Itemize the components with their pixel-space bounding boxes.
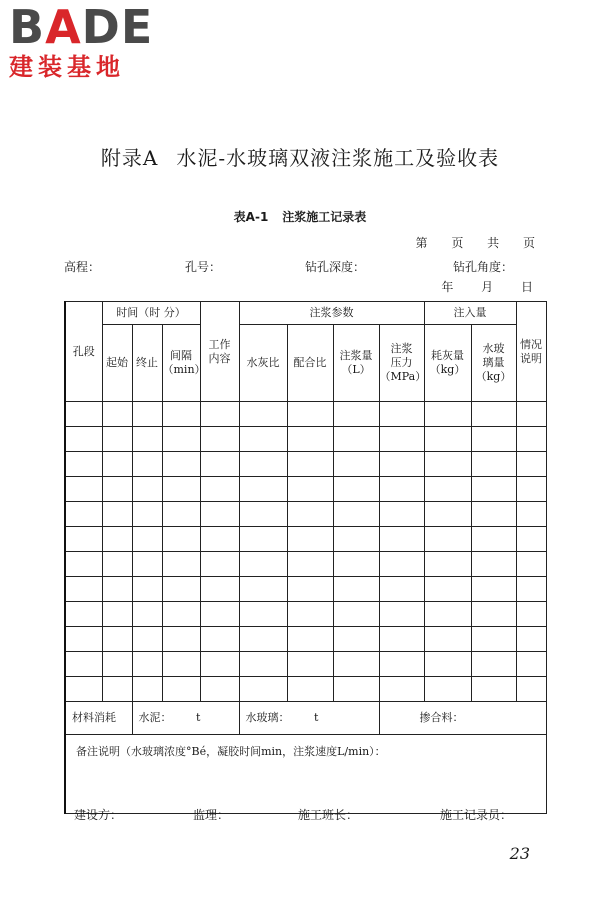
table-cell (287, 677, 333, 702)
table-cell (287, 402, 333, 427)
table-cell (102, 427, 132, 452)
table-cell (287, 552, 333, 577)
table-cell (239, 502, 287, 527)
table-cell (239, 602, 287, 627)
elevation-label: 高程： (64, 260, 101, 274)
page-number: 23 (509, 844, 530, 863)
drill-angle-label: 钻孔角度： (453, 260, 514, 274)
table-cell (162, 402, 200, 427)
page-count: 第 页 共 页 (415, 236, 545, 250)
table-cell (424, 552, 471, 577)
table-cell (65, 452, 102, 477)
hole-number-label: 孔号： (185, 260, 222, 274)
table-cell (200, 527, 239, 552)
header-start: 起始 (102, 325, 132, 402)
table-cell (379, 677, 424, 702)
header-hole-section: 孔段 (65, 302, 102, 402)
table-cell (333, 452, 379, 477)
table-cell (102, 652, 132, 677)
table-cell (132, 452, 162, 477)
table-row (65, 527, 546, 552)
table-cell (424, 502, 471, 527)
table-cell (65, 477, 102, 502)
table-cell (239, 677, 287, 702)
table-cell (239, 452, 287, 477)
header-mix-ratio: 配合比 (287, 325, 333, 402)
table-cell (516, 452, 546, 477)
table-cell (65, 577, 102, 602)
materials-row (65, 702, 546, 735)
table-cell (200, 627, 239, 652)
signature-builder: 建设方： (74, 808, 123, 822)
table-cell (102, 402, 132, 427)
materials-admixture: 掺合料： (379, 702, 546, 735)
appendix-title (0, 142, 600, 171)
header-grout-volume: 注浆量 （L） (333, 325, 379, 402)
table-cell (162, 527, 200, 552)
signature-supervisor: 监理： (193, 808, 230, 822)
table-cell (516, 552, 546, 577)
table-cell (287, 427, 333, 452)
table-cell (65, 627, 102, 652)
table-cell (333, 402, 379, 427)
header-cement-consumption: 耗灰量 （kg） (424, 325, 471, 402)
table-row (65, 402, 546, 427)
table-cell (162, 502, 200, 527)
table-cell (424, 427, 471, 452)
table-cell (239, 577, 287, 602)
header-injection-amount: 注入量 (424, 302, 516, 325)
table-cell (102, 602, 132, 627)
table-cell (162, 602, 200, 627)
remarks-cell: 备注说明（水玻璃浓度°Bé，凝胶时间min，注浆速度L/min）： (65, 735, 546, 814)
table-cell (132, 627, 162, 652)
table-cell (162, 627, 200, 652)
table-cell (516, 627, 546, 652)
table-cell (379, 502, 424, 527)
table-row (65, 552, 546, 577)
brand-logo (9, 0, 154, 82)
table-cell (424, 577, 471, 602)
header-situation-notes: 情况 说明 (516, 302, 546, 402)
appendix-title-text: 水泥-水玻璃双液注浆施工及验收表 (176, 146, 500, 170)
table-cell (200, 502, 239, 527)
table-cell (379, 552, 424, 577)
table-cell (287, 652, 333, 677)
table-cell (333, 477, 379, 502)
table-cell (287, 577, 333, 602)
header-grouting-params: 注浆参数 (239, 302, 424, 325)
table-cell (516, 602, 546, 627)
table-cell (132, 402, 162, 427)
table-cell (65, 502, 102, 527)
appendix-code: 附录A (100, 146, 159, 170)
table-cell (239, 627, 287, 652)
table-row (65, 452, 546, 477)
table-cell (65, 652, 102, 677)
table-cell (200, 402, 239, 427)
table-cell (287, 627, 333, 652)
table-cell (379, 477, 424, 502)
materials-label: 材料消耗 (65, 702, 132, 735)
table-cell (132, 427, 162, 452)
table-cell (471, 627, 516, 652)
header-end: 终止 (132, 325, 162, 402)
logo-tagline: 建装基地 (9, 53, 125, 81)
table-cell (471, 652, 516, 677)
table-cell (287, 502, 333, 527)
table-cell (424, 627, 471, 652)
table-cell (162, 652, 200, 677)
table-cell (471, 452, 516, 477)
table-cell (471, 602, 516, 627)
table-cell (471, 577, 516, 602)
table-cell (200, 552, 239, 577)
table-cell (516, 427, 546, 452)
table-cell (516, 577, 546, 602)
table-name: 注浆施工记录表 (282, 210, 367, 224)
table-cell (239, 427, 287, 452)
table-title (0, 208, 600, 225)
table-number: 表A-1 (233, 210, 269, 224)
table-row (65, 477, 546, 502)
table-cell (333, 602, 379, 627)
table-cell (65, 677, 102, 702)
table-row (65, 602, 546, 627)
table-cell (239, 402, 287, 427)
table-cell (379, 402, 424, 427)
table-cell (471, 477, 516, 502)
table-cell (162, 427, 200, 452)
table-cell (162, 677, 200, 702)
header-work-content: 工作 内容 (200, 302, 239, 402)
table-cell (65, 552, 102, 577)
table-cell (379, 427, 424, 452)
table-cell (516, 477, 546, 502)
table-cell (162, 452, 200, 477)
table-cell (424, 402, 471, 427)
table-cell (65, 402, 102, 427)
header-water-glass-amount: 水玻 璃量 （kg） (471, 325, 516, 402)
table-cell (379, 452, 424, 477)
table-cell (287, 477, 333, 502)
header-time-group: 时间（时 分） (102, 302, 200, 325)
date-label: 年 月 日 (441, 280, 545, 294)
table-cell (287, 452, 333, 477)
table-cell (65, 427, 102, 452)
materials-cement: 水泥： t (132, 702, 239, 735)
table-cell (287, 527, 333, 552)
table-cell (379, 577, 424, 602)
table-cell (200, 577, 239, 602)
table-body (65, 402, 546, 702)
table-cell (102, 627, 132, 652)
table-cell (379, 527, 424, 552)
table-cell (102, 477, 132, 502)
table-cell (333, 652, 379, 677)
signature-recorder: 施工记录员： (440, 808, 513, 822)
table-cell (516, 527, 546, 552)
table-cell (200, 677, 239, 702)
table-cell (471, 677, 516, 702)
table-cell (239, 552, 287, 577)
table-row (65, 677, 546, 702)
table-cell (200, 452, 239, 477)
table-cell (424, 652, 471, 677)
table-cell (471, 402, 516, 427)
table-cell (424, 677, 471, 702)
table-cell (516, 677, 546, 702)
table-cell (471, 527, 516, 552)
table-cell (102, 577, 132, 602)
table-cell (333, 527, 379, 552)
table-cell (200, 602, 239, 627)
table-cell (424, 527, 471, 552)
table-cell (424, 452, 471, 477)
table-cell (239, 477, 287, 502)
table-row (65, 502, 546, 527)
table-row (65, 627, 546, 652)
table-cell (132, 552, 162, 577)
table-cell (424, 602, 471, 627)
table-cell (379, 602, 424, 627)
materials-water-glass: 水玻璃： t (239, 702, 379, 735)
table-cell (333, 627, 379, 652)
table-cell (333, 577, 379, 602)
header-grout-pressure: 注浆 压力 （MPa） (379, 325, 424, 402)
table-cell (516, 502, 546, 527)
table-row (65, 577, 546, 602)
table-cell (132, 652, 162, 677)
header-interval: 间隔 （min） (162, 325, 200, 402)
logo-wordmark: BADE (9, 0, 154, 54)
table-cell (200, 427, 239, 452)
grouting-record-table (64, 301, 547, 814)
table-cell (516, 652, 546, 677)
table-cell (102, 677, 132, 702)
table-cell (200, 652, 239, 677)
table-cell (379, 627, 424, 652)
table-cell (516, 402, 546, 427)
table-cell (239, 652, 287, 677)
table-cell (239, 527, 287, 552)
table-cell (102, 452, 132, 477)
signature-team-leader: 施工班长： (298, 808, 359, 822)
table-cell (379, 652, 424, 677)
table-cell (132, 577, 162, 602)
table-cell (424, 477, 471, 502)
table-cell (102, 502, 132, 527)
table-cell (65, 527, 102, 552)
table-cell (333, 677, 379, 702)
table-cell (333, 427, 379, 452)
table-cell (471, 502, 516, 527)
table-cell (102, 527, 132, 552)
table-cell (200, 477, 239, 502)
table-cell (132, 477, 162, 502)
table-cell (132, 502, 162, 527)
drill-depth-label: 钻孔深度： (305, 260, 366, 274)
table-cell (102, 552, 132, 577)
table-cell (162, 477, 200, 502)
table-cell (333, 502, 379, 527)
table-cell (162, 552, 200, 577)
table-row (65, 652, 546, 677)
table-cell (132, 527, 162, 552)
table-cell (162, 577, 200, 602)
table-cell (132, 677, 162, 702)
table-row (65, 427, 546, 452)
table-cell (333, 552, 379, 577)
table-cell (471, 427, 516, 452)
table-cell (132, 602, 162, 627)
table-cell (471, 552, 516, 577)
table-cell (287, 602, 333, 627)
table-cell (65, 602, 102, 627)
header-wc-ratio: 水灰比 (239, 325, 287, 402)
